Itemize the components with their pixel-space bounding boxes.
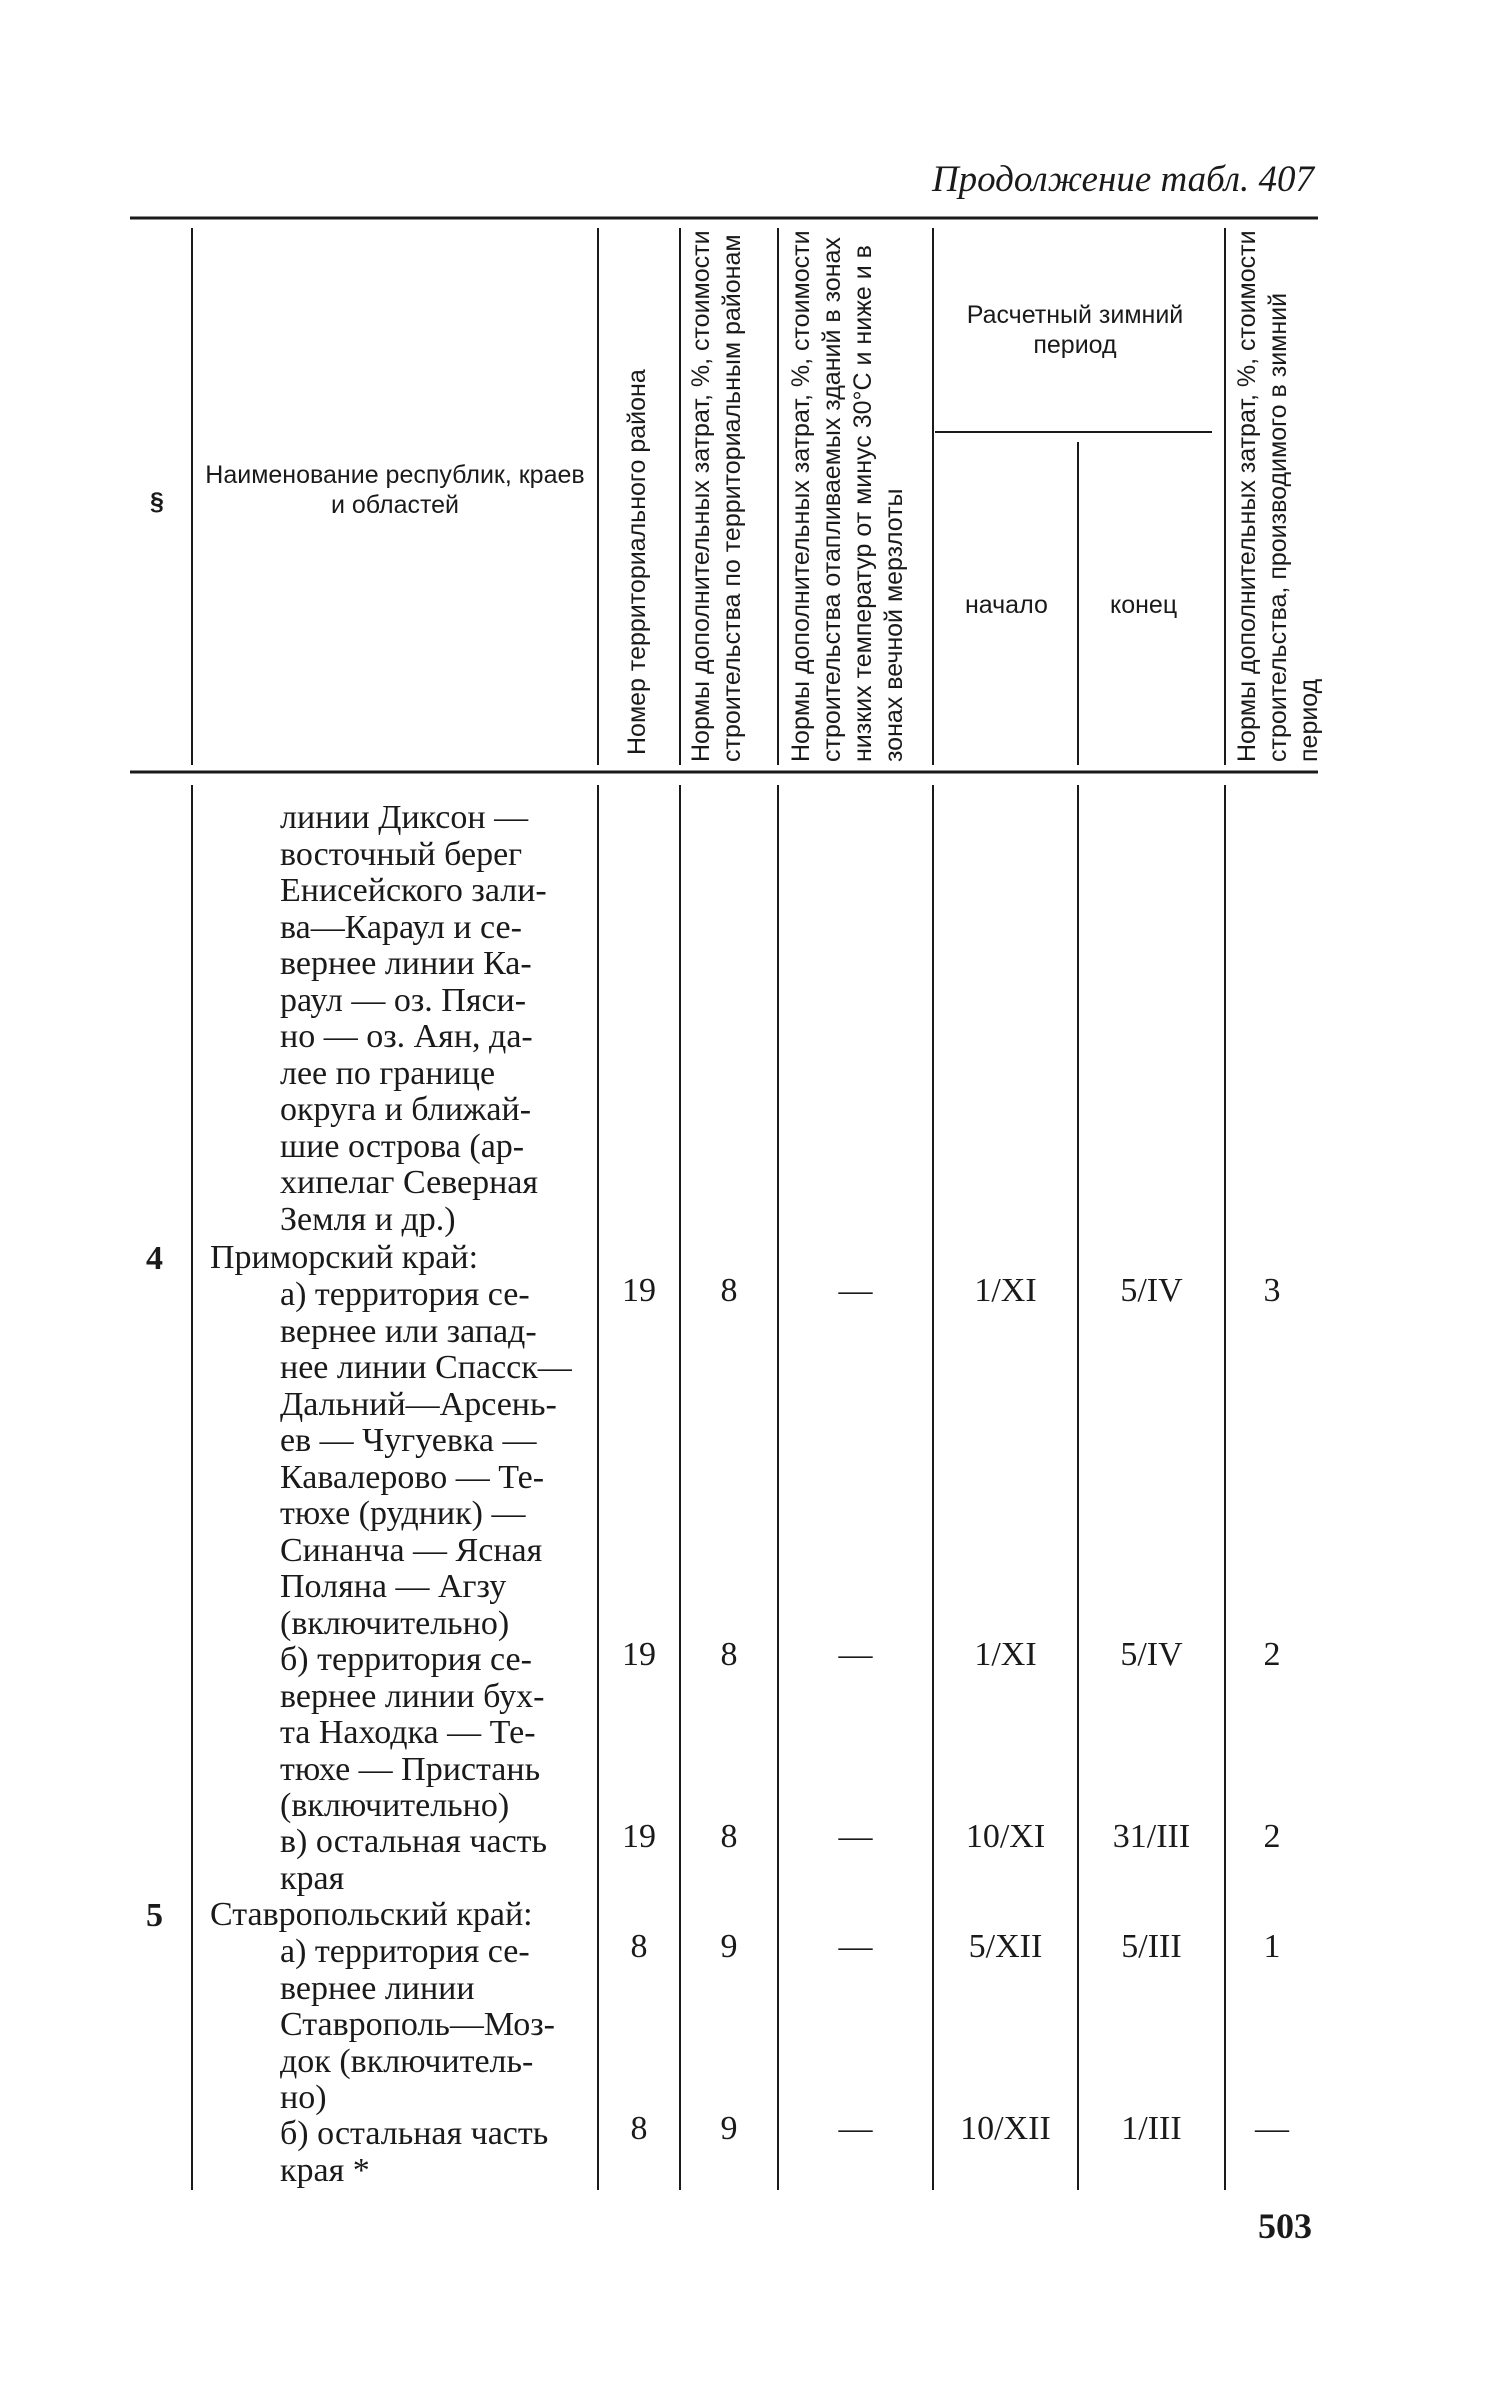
row-section-number: 5 — [146, 1897, 163, 1934]
row-zone: 8 — [630, 2110, 648, 2147]
row-section-number: 4 — [146, 1240, 163, 1277]
row-period-start: 1/XI — [974, 1636, 1037, 1673]
row-norm-winter: 2 — [1263, 1818, 1281, 1855]
header-norm-winter-column: Нормы дополнительных затрат, %, стоимости строительства, производимого в зимний период — [1233, 230, 1323, 762]
row-norm-heated: — — [838, 2110, 873, 2147]
row-zone: 8 — [630, 1928, 648, 1965]
row-period-end: 31/III — [1112, 1818, 1191, 1855]
row-period-start: 5/XII — [968, 1928, 1043, 1965]
table-row-name: а) территория се- вернее линии Ставрополь—Моз- док (включитель- но) — [280, 1933, 556, 2116]
table-row-name: Приморский край: — [210, 1239, 479, 1276]
row-zone: 19 — [622, 1272, 656, 1309]
table-continuation-caption: Продолжение табл. 407 — [931, 159, 1314, 200]
row-norm-heated: — — [838, 1818, 873, 1855]
header-period-start: начало — [965, 591, 1048, 619]
header-section-symbol: § — [150, 488, 164, 516]
header-norm-territorial-column: Нормы дополнительных затрат, %, стоимости строительства по территориальным районам — [687, 230, 746, 762]
row-norm-heated: — — [838, 1928, 873, 1965]
row-norm-territorial: 8 — [720, 1272, 738, 1309]
row-norm-winter: 3 — [1263, 1272, 1281, 1309]
row-norm-winter: 1 — [1263, 1928, 1281, 1965]
header-zone-column: Номер территориального района — [623, 369, 651, 755]
row-period-start: 10/XII — [960, 2110, 1051, 2147]
row-norm-winter: — — [1255, 2110, 1289, 2147]
header-winter-period: Расчетный зимний период — [966, 301, 1184, 359]
table-row-name: линии Диксон — восточный берег Енисейского зали- ва—Караул и се- вернее линии Ка- раул — оз. Пяси- но — оз. Аян, да- лее по границе округа и ближай- шие острова (ар- хипелаг Северная Земля и др.) — [280, 799, 547, 1238]
row-norm-territorial: 8 — [720, 1636, 738, 1673]
row-period-end: 1/III — [1121, 2110, 1182, 2147]
row-norm-territorial: 8 — [720, 1818, 738, 1855]
row-norm-heated: — — [838, 1272, 873, 1309]
table-row-name: Ставропольский край: — [210, 1896, 533, 1933]
table-row-name: б) территория се- вернее линии бух- та Находка — Те- тюхе — Пристань (включительно) — [280, 1641, 545, 1824]
table-row-name: а) территория се- вернее или запад- нее линии Спасск— Дальний—Арсень- ев — Чугуевка — Кавалерово — Те- тюхе (рудник) — Синанча — Ясная Поляна — Агзу (включительно) — [280, 1276, 572, 1642]
header-norm-heated-column: Нормы дополнительных затрат, %, стоимости строительства отапливаемых зданий в зонах низких температур от минус 30°С и ниже и в зонах вечной мерзлоты — [787, 230, 908, 762]
table-row-name: б) остальная часть края * — [280, 2115, 549, 2189]
row-zone: 19 — [622, 1636, 656, 1673]
table-row-name: в) остальная часть края — [280, 1823, 548, 1897]
row-zone: 19 — [622, 1818, 656, 1855]
page-number: 503 — [1258, 2206, 1312, 2246]
row-norm-heated: — — [838, 1636, 873, 1673]
row-period-start: 10/XI — [965, 1818, 1046, 1855]
header-period-end: конец — [1110, 591, 1178, 619]
row-period-end: 5/IV — [1120, 1636, 1183, 1673]
header-name-column: Наименование республик, краев и областей — [205, 461, 585, 519]
row-period-end: 5/III — [1121, 1928, 1182, 1965]
row-norm-territorial: 9 — [720, 2110, 738, 2147]
row-period-end: 5/IV — [1120, 1272, 1183, 1309]
row-period-start: 1/XI — [974, 1272, 1037, 1309]
row-norm-territorial: 9 — [720, 1928, 738, 1965]
row-norm-winter: 2 — [1263, 1636, 1281, 1673]
